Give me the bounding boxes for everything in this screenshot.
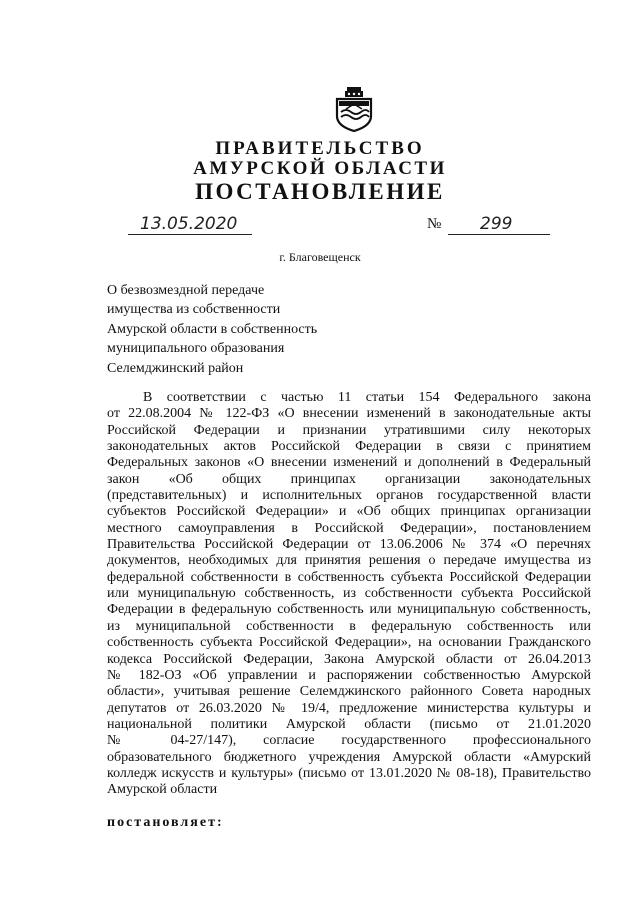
body-line: области», учитывая решение Селемджинского районного Совета народных: [107, 684, 591, 700]
number-sign: №: [427, 216, 442, 232]
body-line: Федеральных законов «О внесении изменений и дополнений в Федеральный: [107, 455, 591, 471]
document-subject: [107, 281, 317, 378]
body-line: субъектов Российской Федерации» и «Об общих принципах организации: [107, 504, 591, 520]
region-title: АМУРСКОЙ ОБЛАСТИ: [193, 158, 447, 179]
body-line: № 04-27/147), согласие государственного профессионального: [107, 733, 591, 749]
document-type: ПОСТАНОВЛЕНИЕ: [195, 179, 445, 204]
body-line: из муниципальной собственности в федеральную собственность или: [107, 618, 591, 634]
date-underline: [128, 234, 252, 235]
body-line: от 22.08.2004 № 122-ФЗ «О внесении изменений в законодательные акты: [107, 406, 591, 422]
body-line: (представительных) и исполнительных органов государственной власти: [107, 488, 591, 504]
subject-line: О безвозмездной передаче: [107, 283, 265, 298]
body-line: Федерации в федеральную собственность или муниципальную собственность,: [107, 602, 591, 618]
body-line: кодекса Российской Федерации, Закона Амурской области от 26.04.2013: [107, 651, 591, 667]
body-line: федеральной собственности в собственность субъекта Российской Федерации: [107, 569, 591, 585]
body-line: В соответствии с частью 11 статьи 154 Федерального закона: [143, 390, 591, 405]
body-line: колледж искусств и культуры» (письмо от 13.01.2020 № 08-18), Правительство: [107, 765, 591, 781]
subject-line: Селемджинский район: [107, 360, 244, 376]
body-line: закон «Об общих принципах организации законодательных: [107, 471, 591, 487]
city: г. Благовещенск: [279, 250, 361, 264]
number-underline: [448, 234, 550, 235]
body-line: Амурской области: [107, 782, 218, 798]
decree-word: постановляет:: [107, 815, 224, 830]
body-line: местного самоуправления в Российской Федерации», постановлением: [107, 520, 591, 536]
body-line: Российской Федерации и признании утратившими силу некоторых: [107, 422, 591, 438]
coat-of-arms-icon: [334, 86, 374, 132]
body-line: национальной политики Амурской области (письмо от 21.01.2020: [107, 716, 591, 732]
body-line: собственность субъекта Российской Федерации», на основании Гражданского: [107, 635, 591, 651]
subject-line: Амурской области в собственность: [107, 321, 318, 337]
body-line: образовательного бюджетного учреждения Амурской области «Амурский: [107, 749, 591, 765]
body-line: № 182-ОЗ «Об управлении и распоряжении собственностью Амурской: [107, 667, 591, 683]
document-body: [107, 390, 591, 799]
subject-line: муниципального образования: [107, 341, 285, 357]
body-line: депутатов от 26.03.2020 № 19/4, предложение министерства культуры и: [107, 700, 591, 716]
subject-line: имущества из собственности: [107, 302, 281, 318]
body-line: Правительства Российской Федерации от 13.06.2006 № 374 «О перечнях: [107, 537, 591, 553]
body-line: или муниципальную собственность, из собственности субъекта Российской: [107, 586, 591, 602]
body-line: законодательных актов Российской Федерации в связи с принятием: [107, 439, 591, 455]
document-number: 299: [480, 214, 513, 234]
government-title: ПРАВИТЕЛЬСТВО: [215, 138, 425, 159]
body-line: документов, необходимых для принятия решения о передаче имущества из: [107, 553, 591, 569]
document-date: 13.05.2020: [140, 214, 238, 234]
